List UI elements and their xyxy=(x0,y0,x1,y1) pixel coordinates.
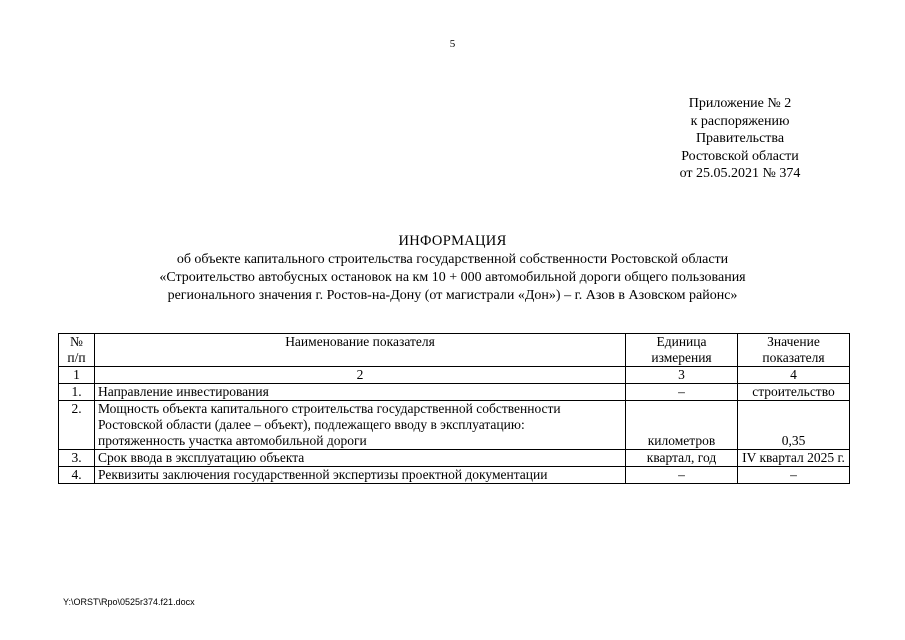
title-heading: ИНФОРМАЦИЯ xyxy=(398,233,507,249)
header-num-line: № xyxy=(70,334,83,349)
row-num: 4. xyxy=(59,467,95,484)
table-row xyxy=(59,384,850,401)
title-line: об объекте капитального строительства государственной собственности Ростовской области xyxy=(176,252,729,267)
header-value-line: показателя xyxy=(762,350,825,365)
header-name: Наименование показателя xyxy=(95,334,626,367)
column-number: 3 xyxy=(626,367,738,384)
row-num: 1. xyxy=(59,384,95,401)
row-value: IV квартал 2025 г. xyxy=(738,450,850,467)
table-header-row xyxy=(59,334,850,367)
header-unit-line: измерения xyxy=(651,350,712,365)
row-name: Реквизиты заключения государственной экспертизы проектной документации xyxy=(95,467,626,484)
footer-filepath: Y:\ORST\Rpo\0525r374.f21.docx xyxy=(63,597,195,607)
row-value: строительство xyxy=(738,384,850,401)
row-unit: километров xyxy=(626,401,738,450)
row-name xyxy=(95,401,626,450)
document-title xyxy=(0,232,905,305)
table-row xyxy=(59,401,850,450)
appendix-line: от 25.05.2021 № 374 xyxy=(679,166,801,181)
row-name: Направление инвестирования xyxy=(95,384,626,401)
header-num-line: п/п xyxy=(67,350,86,365)
row-unit: – xyxy=(626,384,738,401)
row-unit: – xyxy=(626,467,738,484)
column-number: 2 xyxy=(95,367,626,384)
column-number: 4 xyxy=(738,367,850,384)
table-row xyxy=(59,450,850,467)
header-value-line: Значение xyxy=(767,334,820,349)
appendix-block xyxy=(640,95,840,183)
row-value: 0,35 xyxy=(738,401,850,450)
row-value: – xyxy=(738,467,850,484)
table-row xyxy=(59,467,850,484)
row-num: 2. xyxy=(59,401,95,450)
appendix-line: Правительства xyxy=(695,131,785,146)
appendix-line: к распоряжению xyxy=(690,113,790,129)
appendix-line: Приложение № 2 xyxy=(688,96,792,111)
row-name-line: протяженность участка автомобильной дороги xyxy=(98,433,367,448)
appendix-line: Ростовской области xyxy=(681,148,799,164)
header-unit xyxy=(626,334,738,367)
row-num: 3. xyxy=(59,450,95,467)
row-name-line: Ростовской области (далее – объект), подлежащего вводу в эксплуатацию: xyxy=(98,417,525,432)
row-name-line: Мощность объекта капитального строительства государственной собственности xyxy=(98,401,561,416)
title-line: регионального значения г. Ростов-на-Дону (от магистрали «Дон») – г. Азов в Азовском районс» xyxy=(167,288,738,303)
row-unit: квартал, год xyxy=(626,450,738,467)
header-num xyxy=(59,334,95,367)
title-line: «Строительство автобусных остановок на км 10 + 000 автомобильной дороги общего пользования xyxy=(159,270,746,285)
header-value xyxy=(738,334,850,367)
info-table xyxy=(58,333,850,484)
column-number-row xyxy=(59,367,850,384)
page-number: 5 xyxy=(449,38,456,50)
row-name: Срок ввода в эксплуатацию объекта xyxy=(95,450,626,467)
column-number: 1 xyxy=(59,367,95,384)
header-unit-line: Единица xyxy=(656,334,707,349)
